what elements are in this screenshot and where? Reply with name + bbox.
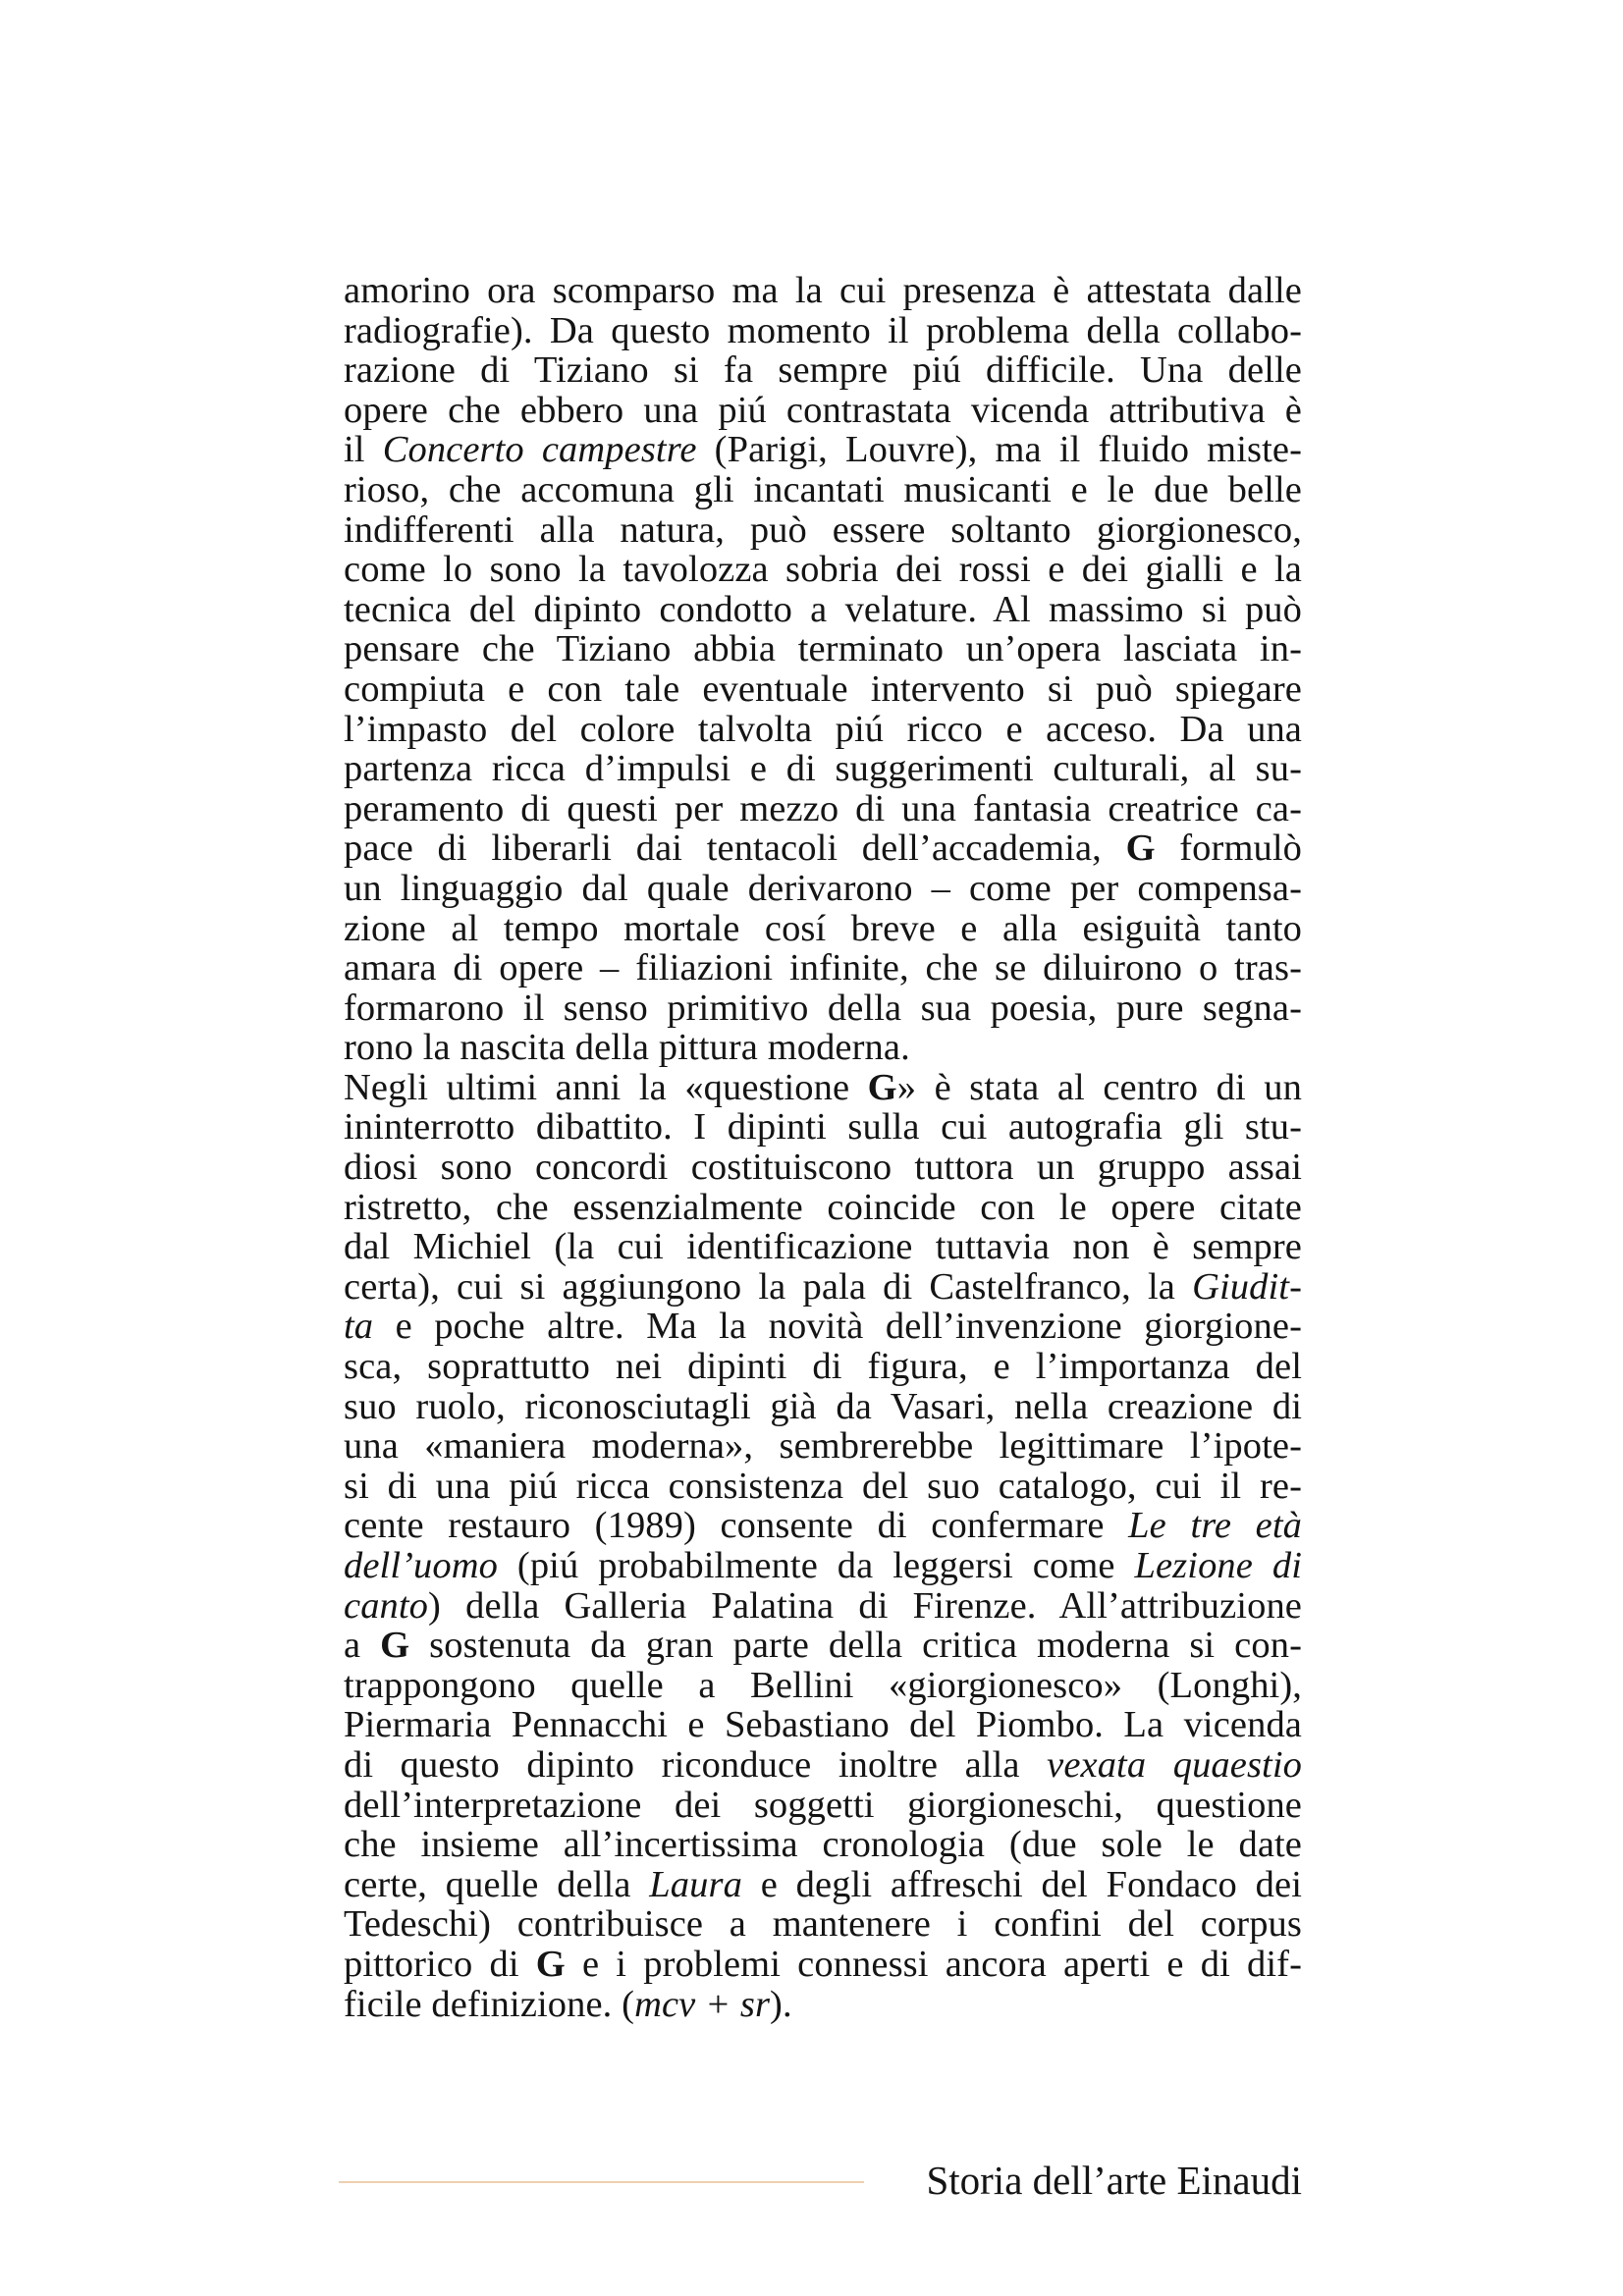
text-line <box>344 1904 1302 1945</box>
text-line <box>344 1825 1302 1865</box>
text-run: certe, quelle della <box>344 1863 650 1905</box>
text-line <box>344 1506 1302 1546</box>
text-run: come lo sono la tavolozza sobria dei rossi e dei gialli e la <box>344 549 1302 591</box>
text-run: suo ruolo, riconosciutagli già da Vasari, nella creazione di <box>344 1385 1302 1427</box>
text-run: zione al tempo mortale cosí breve e alla esiguità tanto <box>344 907 1302 949</box>
italic-text: Giudit- <box>1192 1265 1302 1308</box>
text-run: pace di liberarli dai tentacoli dell’accademia, <box>344 828 1126 870</box>
body-text <box>344 271 1302 2024</box>
text-line <box>344 470 1302 510</box>
text-run: e i problemi connessi ancora aperti e di dif- <box>565 1943 1302 1985</box>
text-run: tecnica del dipinto condotto a velature. Al massimo si può <box>344 588 1302 630</box>
text-run: dell’interpretazione dei soggetti giorgioneschi, questione <box>344 1784 1302 1826</box>
text-run: Negli ultimi anni la «questione <box>344 1066 868 1108</box>
text-line <box>344 1985 1302 2025</box>
italic-text: dell’uomo <box>344 1545 499 1586</box>
text-run: cente restauro (1989) consente di confermare <box>344 1505 1129 1547</box>
text-run: l’impasto del colore talvolta piú ricco e acceso. Da una <box>344 708 1302 750</box>
text-line <box>344 749 1302 789</box>
text-run: a <box>344 1625 381 1667</box>
text-line <box>344 869 1302 909</box>
text-line <box>344 271 1302 311</box>
text-run: radiografie). Da questo momento il problema della collabo- <box>344 309 1302 351</box>
text-line <box>344 1467 1302 1507</box>
text-line <box>344 1586 1302 1627</box>
text-line <box>344 1227 1302 1267</box>
text-run: partenza ricca d’impulsi e di suggerimenti culturali, al su- <box>344 748 1302 790</box>
text-line <box>344 430 1302 470</box>
bold-initial: G <box>380 1625 410 1667</box>
text-line <box>344 1028 1302 1068</box>
italic-text: Lezione di <box>1134 1545 1302 1586</box>
italic-text: vexata quaestio <box>1047 1743 1302 1786</box>
footer-rule <box>339 2181 864 2183</box>
italic-text: Laura <box>649 1863 742 1905</box>
text-run: un linguaggio dal quale derivarono – come per compensa- <box>344 867 1302 909</box>
text-run: dal Michiel (la cui identificazione tuttavia non è sempre <box>344 1226 1302 1268</box>
italic-text: ta <box>344 1306 374 1348</box>
text-run: compiuta e con tale eventuale intervento si può spiegare <box>344 667 1302 710</box>
text-run: peramento di questi per mezzo di una fantasia creatrice ca- <box>344 787 1302 829</box>
text-line <box>344 1865 1302 1905</box>
text-run: amara di opere – filiazioni infinite, che se diluirono o tras- <box>344 947 1302 989</box>
italic-text: Concerto campestre <box>382 429 697 471</box>
text-line <box>344 1307 1302 1347</box>
text-run: Piermaria Pennacchi e Sebastiano del Piombo. La vicenda <box>344 1704 1302 1746</box>
text-run: sostenuta da gran parte della critica moderna si con- <box>409 1625 1302 1667</box>
italic-text: canto <box>344 1584 429 1627</box>
text-line <box>344 1068 1302 1108</box>
text-line <box>344 1745 1302 1786</box>
text-run: ininterrotto dibattito. I dipinti sulla cui autografia gli stu- <box>344 1106 1302 1148</box>
italic-text: Le tre età <box>1128 1505 1302 1547</box>
text-line <box>344 909 1302 949</box>
bold-initial: G <box>1125 828 1156 870</box>
text-line <box>344 629 1302 669</box>
text-run: formarono il senso primitivo della sua poesia, pure segna- <box>344 987 1302 1029</box>
text-run: amorino ora scomparso ma la cui presenza è attestata dalle <box>344 270 1302 311</box>
footer-title: Storia dell’arte Einaudi <box>926 2158 1302 2203</box>
text-run: » è stata al centro di un <box>896 1066 1302 1108</box>
text-line <box>344 590 1302 630</box>
text-run: razione di Tiziano si fa sempre piú difficile. Una delle <box>344 349 1302 392</box>
text-run: e degli affreschi del Fondaco dei <box>741 1863 1302 1905</box>
text-line <box>344 1626 1302 1666</box>
text-line <box>344 311 1302 351</box>
text-line <box>344 1148 1302 1188</box>
text-line <box>344 1426 1302 1467</box>
page-footer <box>339 2153 1302 2212</box>
text-line <box>344 710 1302 750</box>
text-run: ) della Galleria Palatina di Firenze. All’attribuzione <box>428 1584 1302 1627</box>
text-line <box>344 1387 1302 1427</box>
text-run: una «maniera moderna», sembrerebbe legittimare l’ipote- <box>344 1425 1302 1468</box>
text-line <box>344 550 1302 590</box>
text-run: ristretto, che essenzialmente coincide con le opere citate <box>344 1186 1302 1228</box>
text-line <box>344 828 1302 869</box>
text-line <box>344 789 1302 829</box>
text-run: sca, soprattutto nei dipinti di figura, e l’importanza del <box>344 1346 1302 1388</box>
text-run: diosi sono concordi costituiscono tuttora un gruppo assai <box>344 1147 1302 1189</box>
text-line <box>344 510 1302 551</box>
text-line <box>344 1347 1302 1387</box>
text-run: il <box>344 429 383 471</box>
text-run: rono la nascita della pittura moderna. <box>344 1027 910 1069</box>
bold-initial: G <box>867 1066 897 1108</box>
text-line <box>344 948 1302 988</box>
text-run: indifferenti alla natura, può essere soltanto giorgionesco, <box>344 508 1302 551</box>
text-line <box>344 1786 1302 1826</box>
text-run: rioso, che accomuna gli incantati musicanti e le due belle <box>344 468 1302 510</box>
text-line <box>344 988 1302 1029</box>
text-line <box>344 350 1302 391</box>
text-run: ). <box>770 1983 792 2025</box>
text-line <box>344 1666 1302 1706</box>
text-run: (piú probabilmente da leggersi come <box>498 1545 1135 1586</box>
bold-initial: G <box>535 1943 566 1985</box>
text-run: opere che ebbero una piú contrastata vicenda attributiva è <box>344 389 1302 431</box>
text-line <box>344 1705 1302 1745</box>
text-run: pittorico di <box>344 1943 536 1985</box>
text-run: pensare che Tiziano abbia terminato un’opera lasciata in- <box>344 628 1302 670</box>
text-line <box>344 391 1302 431</box>
text-run: si di una piú ricca consistenza del suo catalogo, cui il re- <box>344 1465 1302 1507</box>
text-run: trappongono quelle a Bellini «giorgionesco» (Longhi), <box>344 1664 1302 1706</box>
text-run: di questo dipinto riconduce inoltre alla <box>344 1743 1048 1786</box>
text-line <box>344 669 1302 710</box>
text-line <box>344 1546 1302 1586</box>
text-line <box>344 1188 1302 1228</box>
text-run: ficile definizione. ( <box>344 1983 635 2025</box>
text-line <box>344 1945 1302 1985</box>
text-line <box>344 1107 1302 1148</box>
text-run: (Parigi, Louvre), ma il fluido miste- <box>696 429 1302 471</box>
text-run: certa), cui si aggiungono la pala di Castelfranco, la <box>344 1265 1193 1308</box>
text-line <box>344 1267 1302 1308</box>
text-run: che insieme all’incertissima cronologia (due sole le date <box>344 1824 1302 1866</box>
text-run: formulò <box>1155 828 1302 870</box>
italic-text: mcv + sr <box>634 1983 771 2025</box>
text-run: e poche altre. Ma la novità dell’invenzione giorgione- <box>373 1306 1302 1348</box>
text-run: Tedeschi) contribuisce a mantenere i confini del corpus <box>344 1903 1302 1946</box>
